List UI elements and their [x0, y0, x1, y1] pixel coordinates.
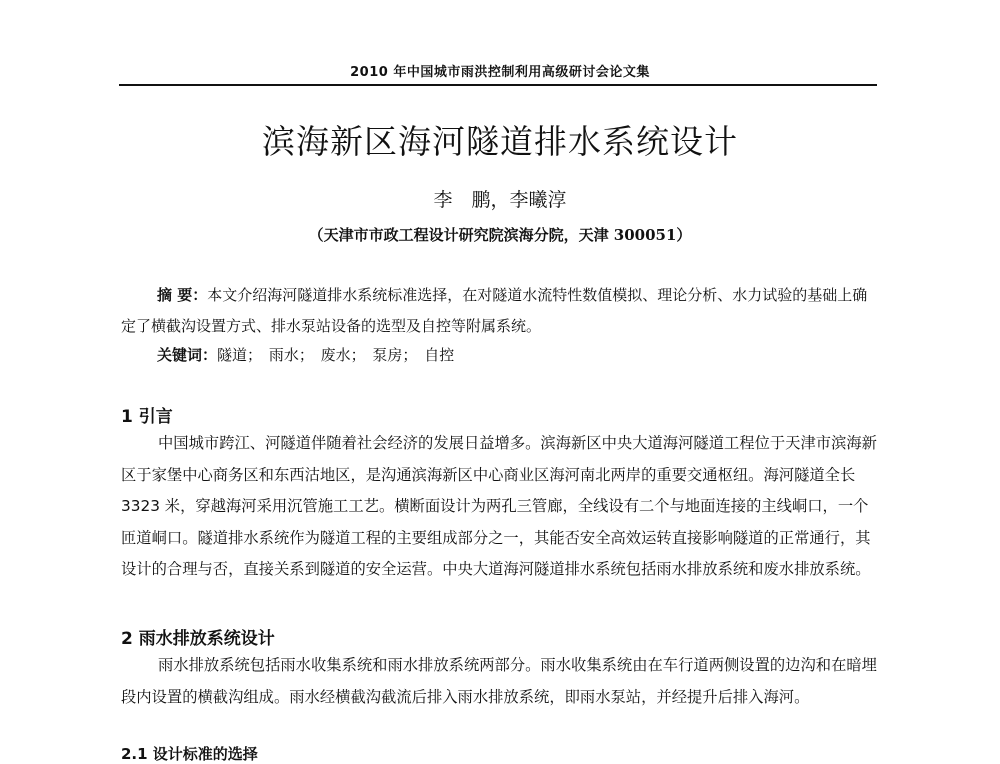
keyword-item: 雨水；	[268, 346, 314, 364]
paper-authors: 李 鹏，李曦淳	[433, 189, 567, 211]
paper-affiliation: （天津市市政工程设计研究院滨海分院，天津 300051）	[308, 226, 692, 244]
keyword-item: 隧道；	[217, 346, 263, 364]
section-paragraph-rainwater: 雨水排放系统包括雨水收集系统和雨水排放系统两部分。雨水收集系统由在车行道两侧设置的边沟和在暗埋段内设置的横截沟组成。雨水经横截沟截流后排入雨水排放系统，即雨水泵站，并经提升后排入海河。	[121, 656, 877, 706]
running-head: 2010 年中国城市雨洪控制利用高级研讨会论文集	[350, 65, 650, 80]
header-rule	[119, 84, 877, 86]
keywords	[157, 343, 877, 367]
section-heading-introduction: 1 引言	[121, 407, 173, 427]
abstract-label: 摘 要：	[157, 286, 208, 304]
section-heading-rainwater: 2 雨水排放系统设计	[121, 629, 275, 649]
abstract	[121, 280, 881, 342]
keyword-item: 废水；	[320, 346, 366, 364]
paper-title: 滨海新区海河隧道排水系统设计	[262, 122, 738, 161]
subsection-heading-design-standard: 2.1 设计标准的选择	[121, 745, 258, 763]
keyword-item: 自控	[424, 346, 455, 364]
abstract-text: 本文介绍海河隧道排水系统标准选择，在对隧道水流特性数值模拟、理论分析、水力试验的基础上确定了横截沟设置方式、排水泵站设备的选型及自控等附属系统。	[121, 286, 868, 335]
keyword-item: 泵房；	[372, 346, 418, 364]
keywords-label: 关键词：	[157, 346, 218, 364]
section-paragraph-introduction: 中国城市跨江、河隧道伴随着社会经济的发展日益增多。滨海新区中央大道海河隧道工程位于天津市滨海新区于家堡中心商务区和东西沽地区，是沟通滨海新区中心商业区海河南北两岸的重要交通枢纽。海河隧道全长 3323 米，穿越海河采用沉管施工工艺。横断面设计为两孔三管廊，全线设有二个与地面连接的主线峒口，一个匝道峒口。隧道排水系统作为隧道工程的主要组成部分之一，其能否安全高效运转直接影响隧道的正常通行，其设计的合理与否，直接关系到隧道的安全运营。中央大道海河隧道排水系统包括雨水排放系统和废水排放系统。	[121, 434, 877, 579]
